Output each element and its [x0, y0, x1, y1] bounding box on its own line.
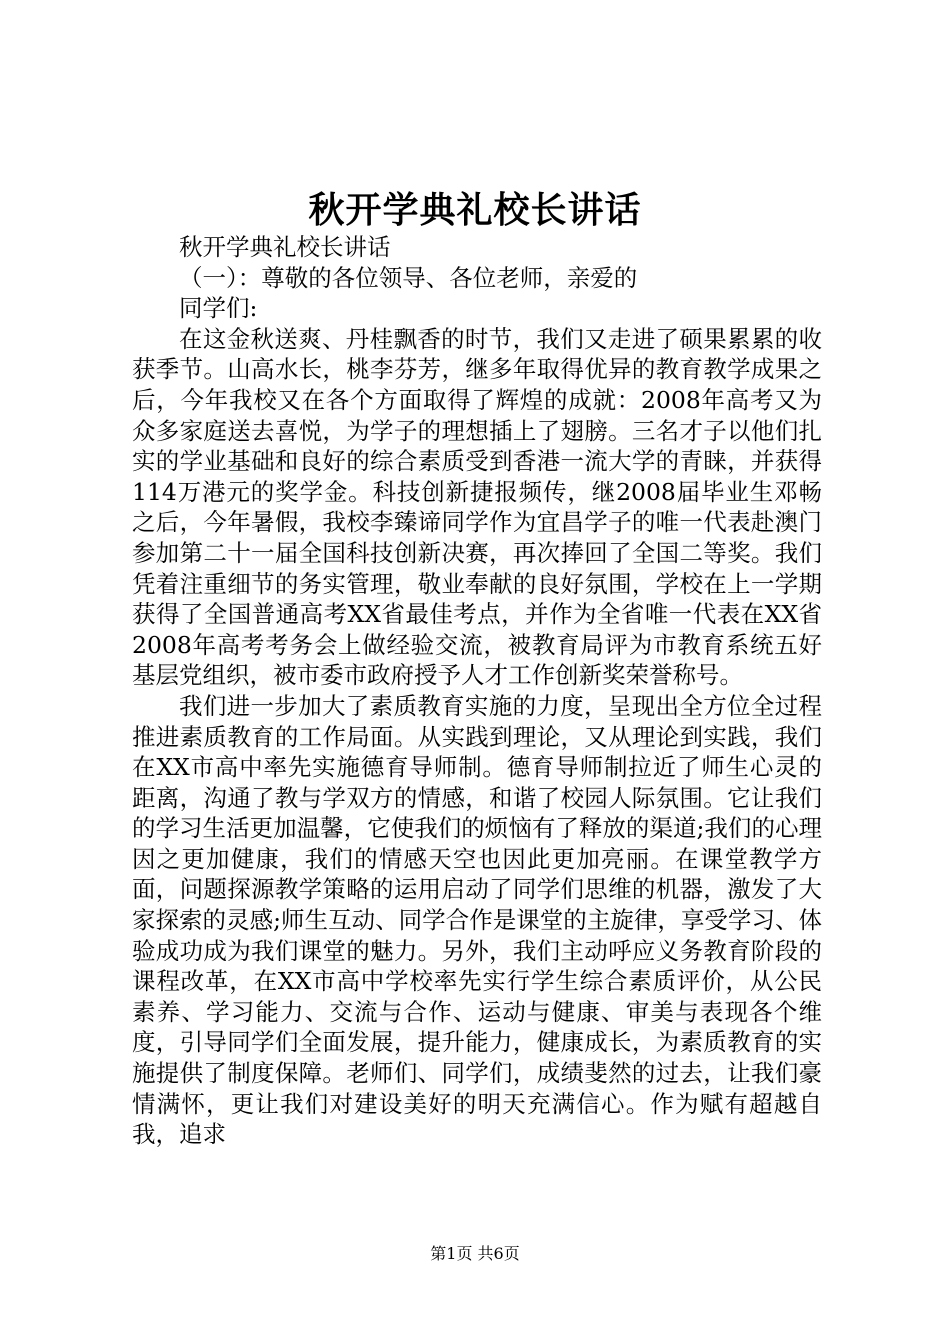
document-body [132, 232, 822, 1150]
paragraph-subtitle: 秋开学典礼校长讲话 [179, 233, 391, 261]
paragraph-achievements: 在这金秋送爽、丹桂飘香的时节，我们又走进了硕果累累的收获季节。山高水长，桃李芬芳，继多年取得优异的教育教学成果之后，今年我校又在各个方面取得了辉煌的成就：2008年高考又为众多家庭送去喜悦，为学子的理想插上了翅膀。三名才子以他们扎实的学业基础和良好的综合素质受到香港一流大学的青睐，并获得114万港元的奖学金。科技创新捷报频传，继2008届毕业生邓畅之后，今年暑假，我校李臻谛同学作为宜昌学子的唯一代表赴澳门参加第二十一届全国科技创新决赛，再次捧回了全国二等奖。我们凭着注重细节的务实管理，敬业奉献的良好氛围，学校在上一学期获得了全国普通高考XX省最佳考点，并作为全省唯一代表在XX省2008年高考考务会上做经验交流，被教育局评为市教育系统五好基层党组织，被市委市政府授予人才工作创新奖荣誉称号。 [132, 324, 822, 690]
page-number-footer: 第1页 共6页 [430, 1244, 520, 1263]
document-title: 秋开学典礼校长讲话 [308, 189, 642, 231]
paragraph-salutation: （一）：尊敬的各位领导、各位老师，亲爱的 [179, 263, 638, 292]
paragraph-quality-education: 我们进一步加大了素质教育实施的力度，呈现出全方位全过程推进素质教育的工作局面。从实践到理论，又从理论到实践，我们在XX市高中率先实施德育导师制。德育导师制拉近了师生心灵的距离，沟通了教与学双方的情感，和谐了校园人际氛围。它让我们的学习生活更加温馨，它使我们的烦恼有了释放的渠道;我们的心理因之更加健康，我们的情感天空也因此更加亮丽。在课堂教学方面，问题探源教学策略的运用启动了同学们思维的机器，激发了大家探索的灵感;师生互动、同学合作是课堂的主旋律，享受学习、体验成功成为我们课堂的魅力。另外，我们主动呼应义务教育阶段的课程改革，在XX市高中学校率先实行学生综合素质评价，从公民素养、学习能力、交流与合作、运动与健康、审美与表现各个维度，引导同学们全面发展，提升能力，健康成长，为素质教育的实施提供了制度保障。老师们、同学们，成绩斐然的过去，让我们豪情满怀，更让我们对建设美好的明天充满信心。作为赋有超越自我，追求 [132, 691, 822, 1149]
paragraph-salutation-continued: 同学们: [179, 294, 258, 323]
